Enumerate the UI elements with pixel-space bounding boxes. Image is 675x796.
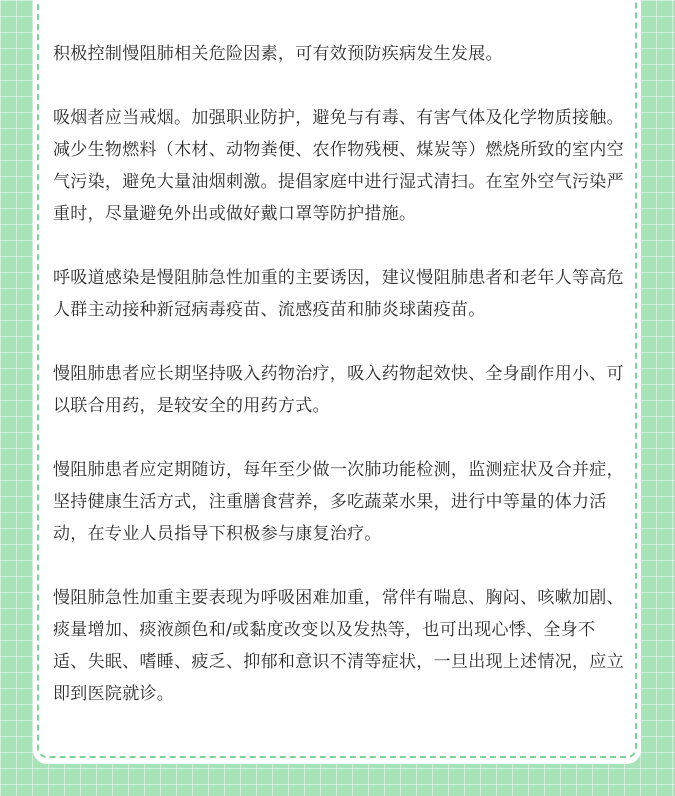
paragraph-inhaled-medication: 慢阻肺患者应长期坚持吸入药物治疗，吸入药物起效快、全身副作用小、可以联合用药，是较安全的用药方式。 xyxy=(53,364,624,416)
paragraph-vaccination: 呼吸道感染是慢阻肺急性加重的主要诱因，建议慢阻肺患者和老年人等高危人群主动接种新冠病毒疫苗、流感疫苗和肺炎球菌疫苗。 xyxy=(53,268,624,320)
paragraph-smoking-protection: 吸烟者应当戒烟。加强职业防护，避免与有毒、有害气体及化学物质接触。减少生物燃料（木材、动物粪便、农作物残梗、煤炭等）燃烧所致的室内空气污染，避免大量油烟刺激。提倡家庭中进行湿式清扫。在室外空气污染严重时，尽量避免外出或做好戴口罩等防护措施。 xyxy=(53,108,624,224)
article-body xyxy=(53,38,625,710)
paragraph-risk-control: 积极控制慢阻肺相关危险因素，可有效预防疾病发生发展。 xyxy=(53,44,503,64)
paragraph-exacerbation-symptoms: 慢阻肺急性加重主要表现为呼吸困难加重，常伴有喘息、胸闷、咳嗽加剧、痰量增加、痰液颜色和/或黏度改变以及发热等，也可出现心悸、全身不适、失眠、嗜睡、疲乏、抑郁和意识不清等症状，一旦出现上述情况，应立即到医院就诊。 xyxy=(53,588,624,704)
paragraph-follow-up: 慢阻肺患者应定期随访，每年至少做一次肺功能检测，监测症状及合并症，坚持健康生活方式，注重膳食营养，多吃蔬菜水果，进行中等量的体力活动，在专业人员指导下积极参与康复治疗。 xyxy=(53,460,624,544)
content-card xyxy=(33,0,641,764)
